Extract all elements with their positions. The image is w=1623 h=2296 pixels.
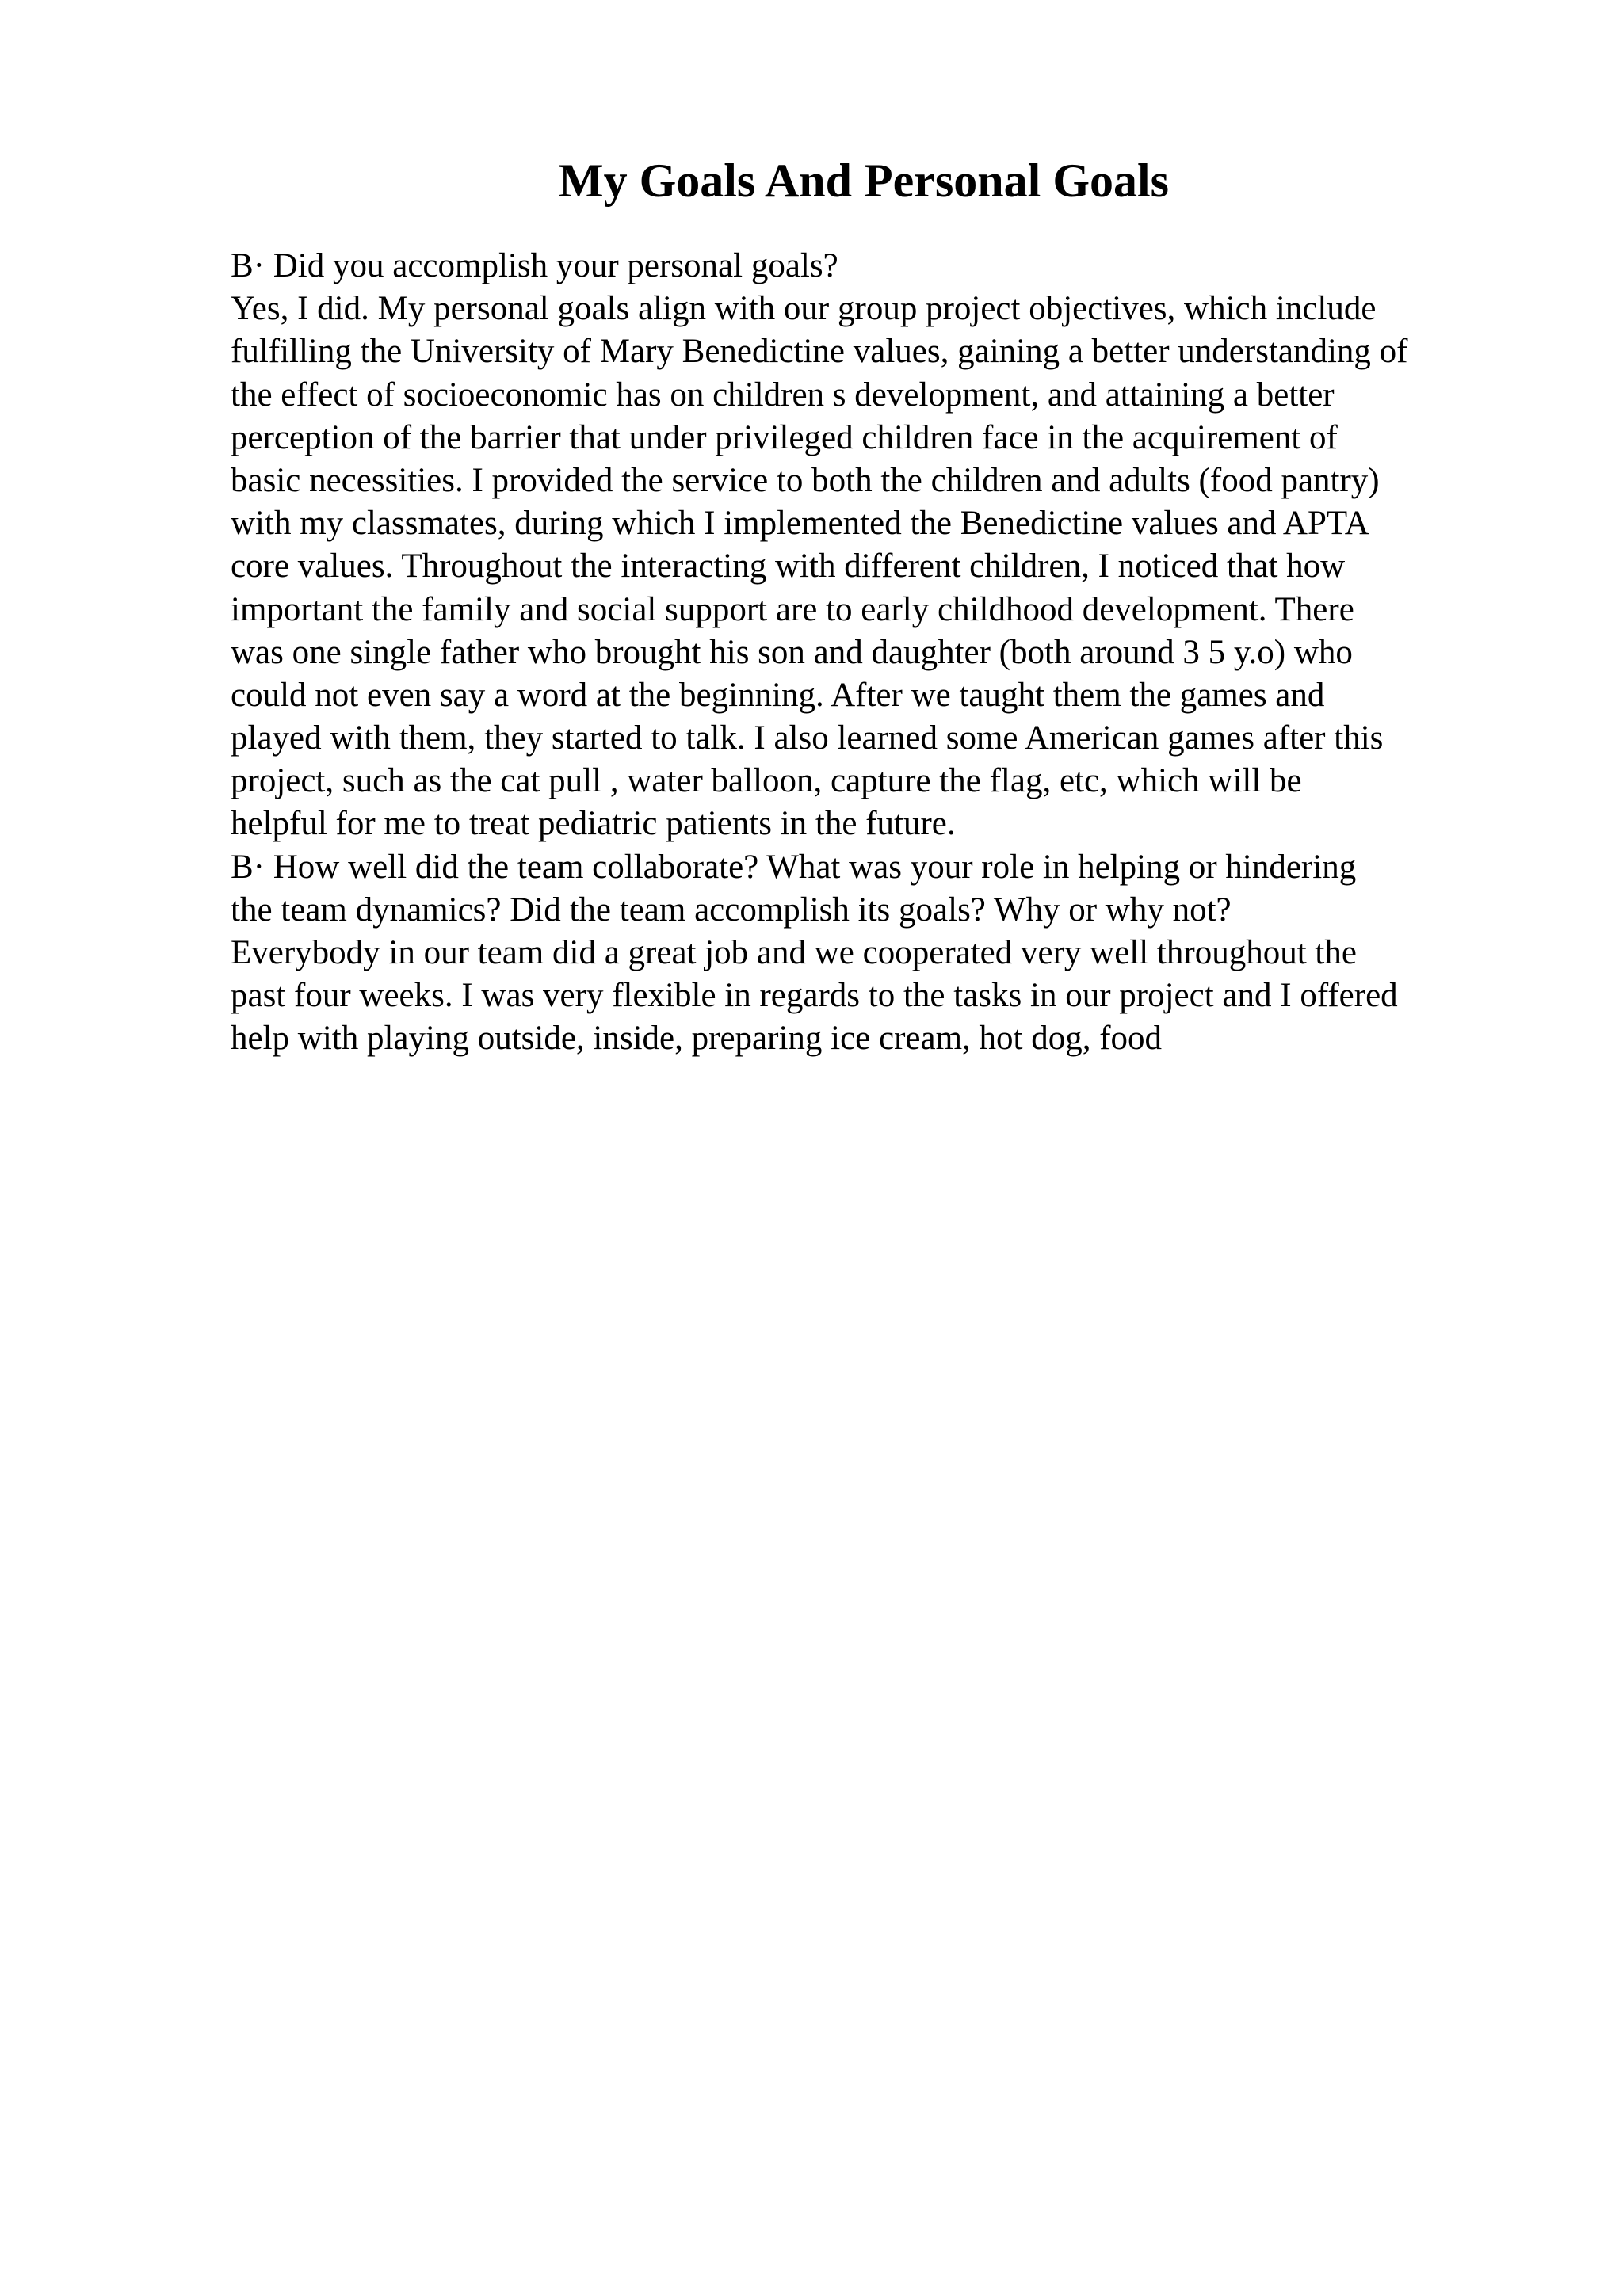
document-title: My Goals And Personal Goals [558, 154, 1170, 207]
body-line: the team dynamics? Did the team accomplish its goals? Why or why not? [231, 891, 1232, 929]
body-line: core values. Throughout the interacting with different children, I noticed that how [231, 547, 1346, 585]
body-line: helpful for me to treat pediatric patients in the future. [231, 805, 956, 843]
body-line: important the family and social support are to early childhood development. There [231, 590, 1354, 628]
body-line: played with them, they started to talk. I also learned some American games after this [231, 719, 1384, 757]
body-line: past four weeks. I was very flexible in regards to the tasks in our project and I offered [231, 977, 1398, 1015]
body-line: was one single father who brought his son and daughter (both around 3 5 y.o) who [231, 633, 1353, 671]
document-body [231, 245, 1594, 1061]
body-line: the effect of socioeconomic has on children s development, and attaining a better [231, 376, 1335, 414]
body-line-question-2: B· How well did the team collaborate? What was your role in helping or hindering [231, 848, 1357, 886]
body-line: perception of the barrier that under privileged children face in the acquirement of [231, 418, 1338, 456]
body-line: project, such as the cat pull , water balloon, capture the flag, etc, which will be [231, 762, 1302, 800]
body-line: fulfilling the University of Mary Benedictine values, gaining a better understanding of [231, 333, 1408, 371]
body-line: basic necessities. I provided the service to both the children and adults (food pantry) [231, 461, 1380, 499]
body-line: Yes, I did. My personal goals align with our group project objectives, which include [231, 290, 1377, 328]
body-line: help with playing outside, inside, preparing ice cream, hot dog, food [231, 1020, 1163, 1058]
body-line-question-1: B· Did you accomplish your personal goals? [231, 247, 838, 284]
body-line: Everybody in our team did a great job and we cooperated very well throughout the [231, 934, 1357, 971]
body-line: could not even say a word at the beginning. After we taught them the games and [231, 676, 1325, 714]
body-line: with my classmates, during which I implemented the Benedictine values and APTA [231, 505, 1369, 543]
